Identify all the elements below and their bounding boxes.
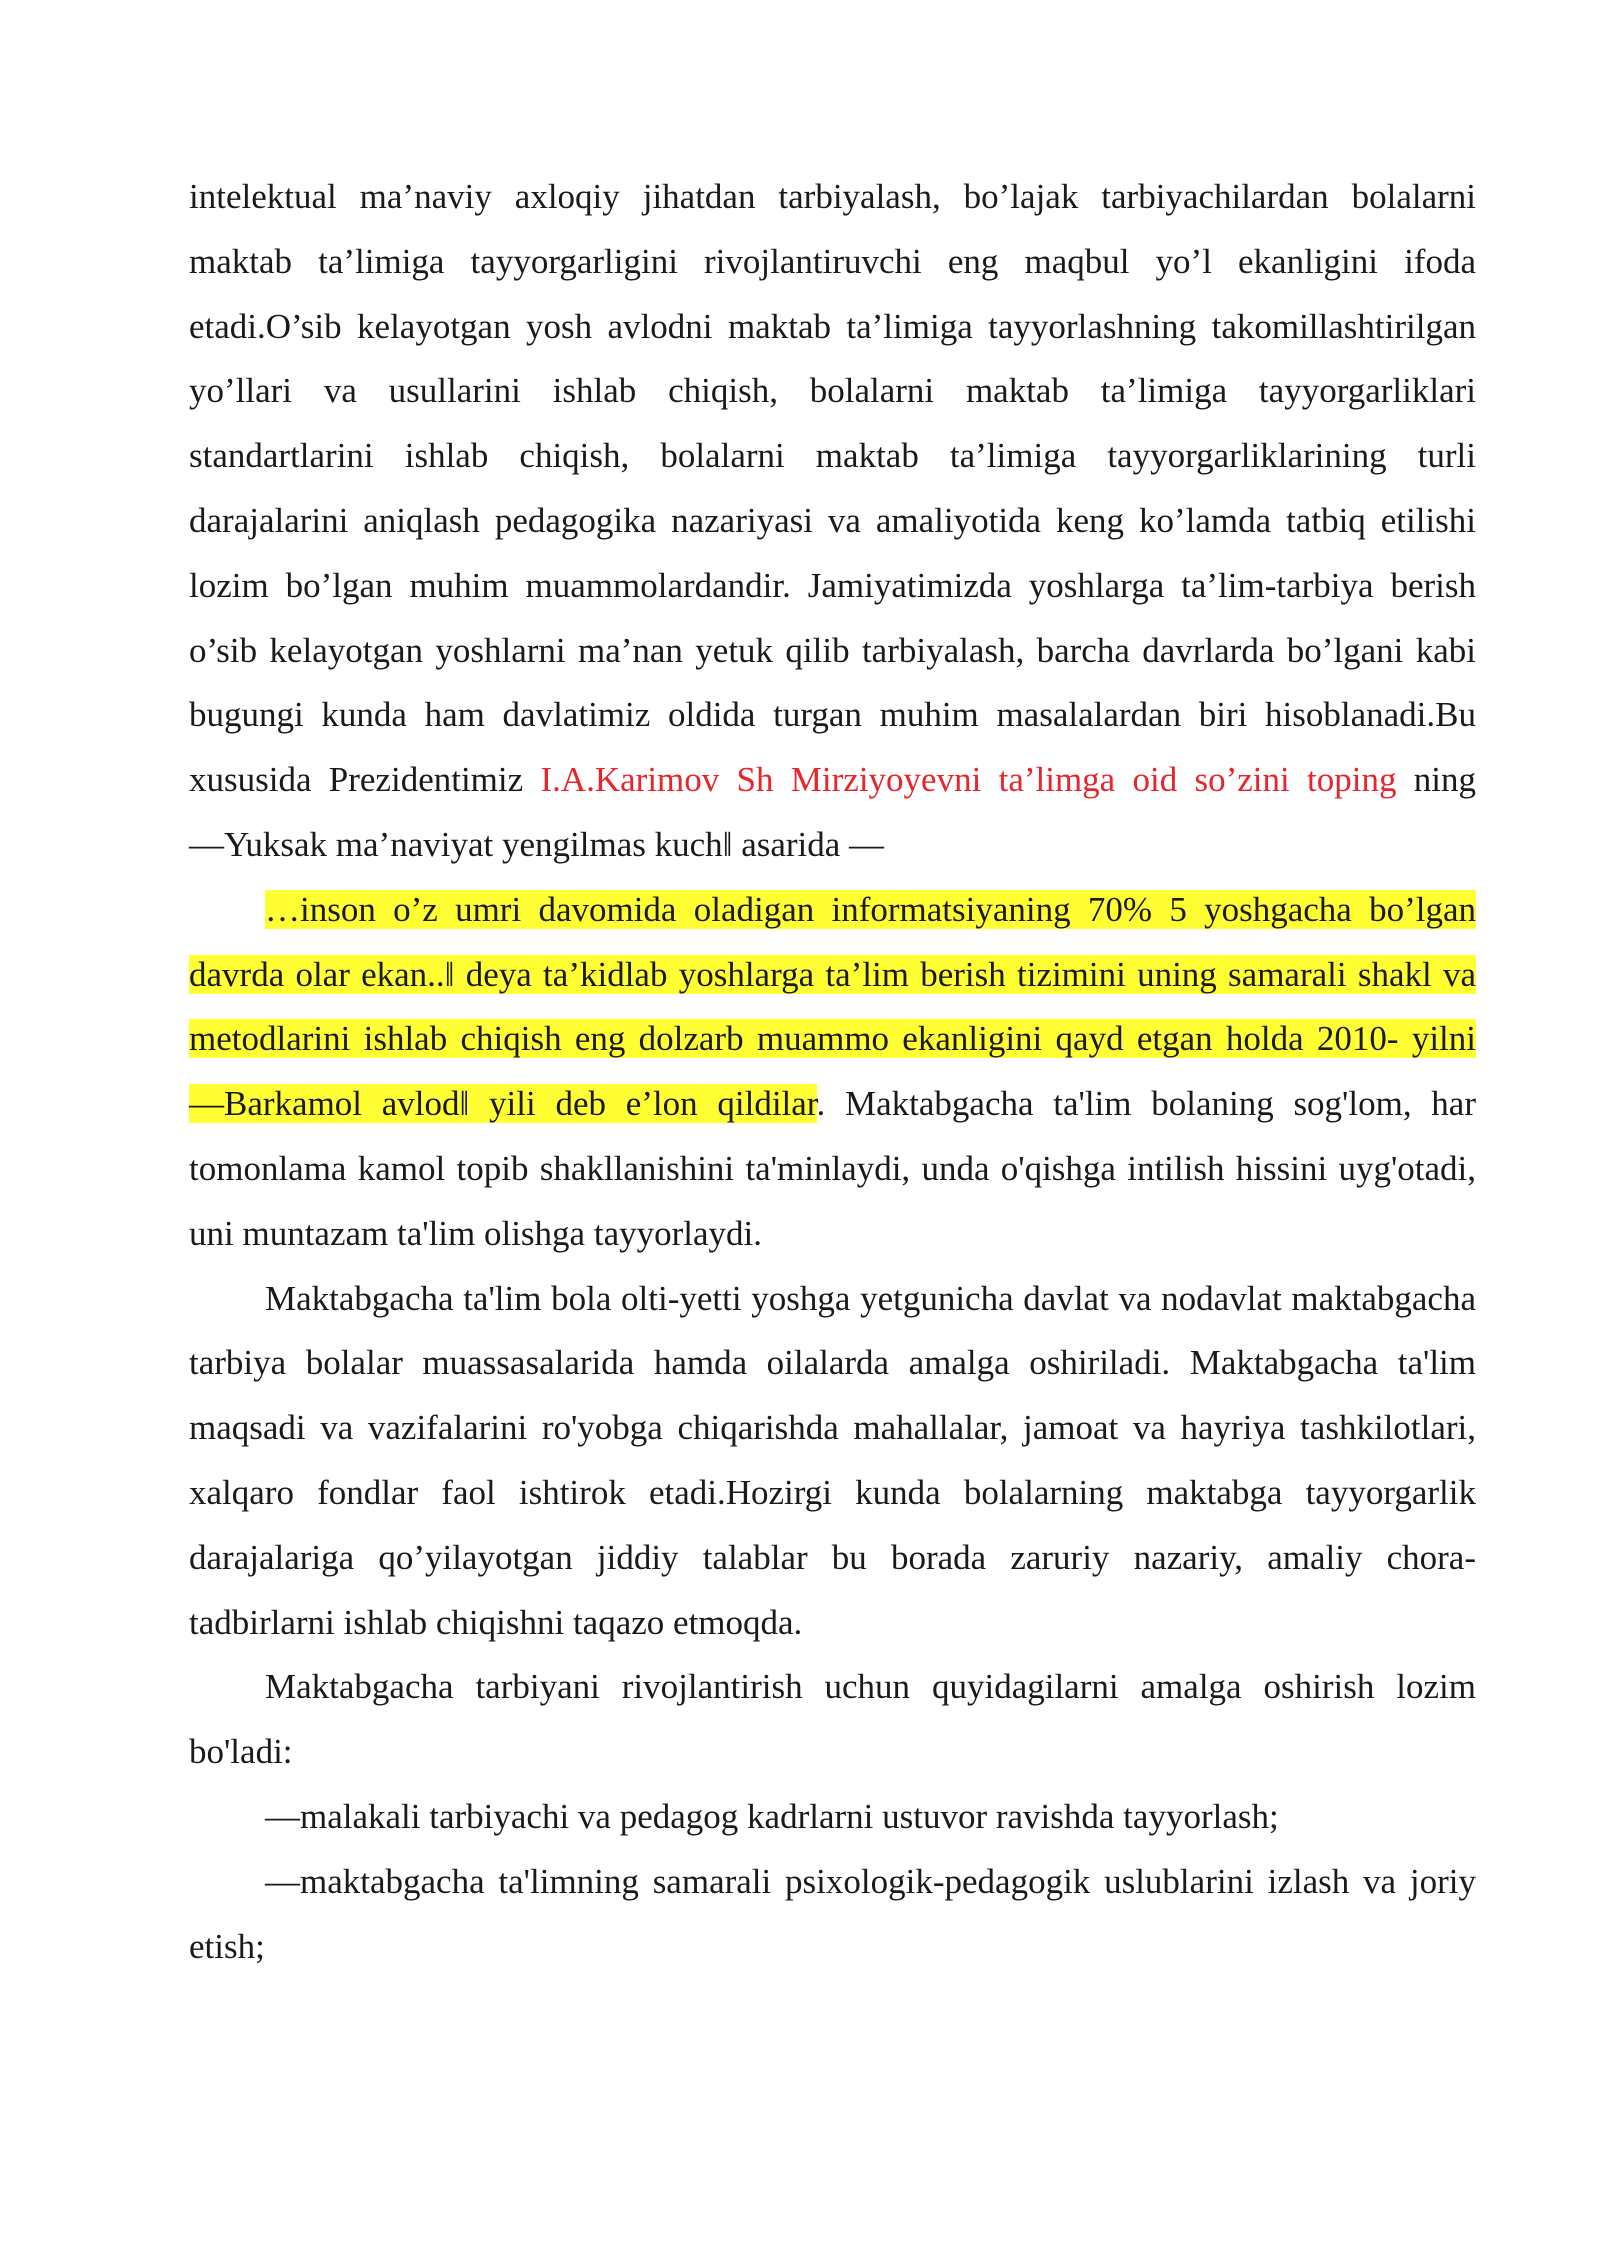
paragraph-1-text: intelektual ma’naviy axloqiy jihatdan tarbiyalash, bo’lajak tarbiyachilardan bolalarni maktab ta’limiga tayyorgarligini rivojlantiruvchi eng maqbul yo’l ekanligini ifoda etadi.O’sib kelayotgan yosh avlodni maktab ta’limiga tayyorlashning takomillashtirilgan yo’llari va usullarini ishlab chiqish, bolalarni maktab ta’limiga tayyorgarliklari standartlarini ishlab chiqish, bolalarni maktab ta’limiga tayyorgarliklarining turli darajalarini aniqlash pedagogika nazariyasi va amaliyotida keng ko’lamda tatbiq etilishi lozim bo’lgan muhim muammolardandir. Jamiyatimizda yoshlarga ta’lim-tarbiya berish o’sib kelayotgan yoshlarni ma’nan yetuk qilib tarbiyalash, barcha davrlarda bo’lgani kabi bugungi kunda ham davlatimiz oldida turgan muhim masalalardan biri hisoblanadi.Bu xususida Prezidentimiz — [189, 177, 1476, 800]
document-page — [189, 165, 1476, 1979]
paragraph-1 — [189, 165, 1476, 878]
paragraph-2-rest: . Maktabgacha ta'lim bolaning sog'lom, har tomonlama kamol topib shakllanishini ta'minlaydi, unda o'qishga intilish hissini uyg'otadi, uni muntazam ta'lim olishga tayyorlaydi. — [189, 1084, 1476, 1253]
paragraph-3: Maktabgacha ta'lim bola olti-yetti yoshga yetgunicha davlat va nodavlat maktabgacha tarbiya bolalar muassasalarida hamda oilalarda amalga oshiriladi. Maktabgacha ta'lim maqsadi va vazifalarini ro'yobga chiqarishda mahallalar, jamoat va hayriya tashkilotlari, xalqaro fondlar faol ishtirok etadi.Hozirgi kunda bolalarning maktabga tayyorgarlik darajalariga qo’yilayotgan jiddiy talablar bu borada zaruriy nazariy, amaliy chora-tadbirlarni ishlab chiqishni taqazo etmoqda. — [189, 1278, 1476, 1642]
paragraph-1-tail: ning ―Yuksak ma’naviyat yengilmas kuch‖ asarida ― — [189, 760, 1476, 864]
red-annotation-text: I.A.Karimov Sh Mirziyoyevni ta’limga oid so’zini toping — [540, 760, 1397, 800]
list-item-1: ―malakali tarbiyachi va pedagog kadrlarni ustuvor ravishda tayyorlash; — [265, 1796, 1279, 1836]
highlighted-quote: …inson o’z umri davomida oladigan informatsiyaning 70% 5 yoshgacha bo’lgan davrda olar ekan..‖ deya ta’kidlab yoshlarga ta’lim berish tizimini uning samarali shakl va metodlarini ishlab chiqish eng dolzarb muammo ekanligini qayd etgan holda 2010- yilni ―Barkamol avlod‖ yili deb e’lon qildilar — [189, 889, 1476, 1124]
paragraph-2 — [189, 878, 1476, 1267]
paragraph-4: Maktabgacha tarbiyani rivojlantirish uchun quyidagilarni amalga oshirish lozim bo'ladi: — [189, 1667, 1476, 1772]
list-item-2: ―maktabgacha ta'limning samarali psixologik-pedagogik uslublarini izlash va joriy etish; — [189, 1861, 1476, 1966]
